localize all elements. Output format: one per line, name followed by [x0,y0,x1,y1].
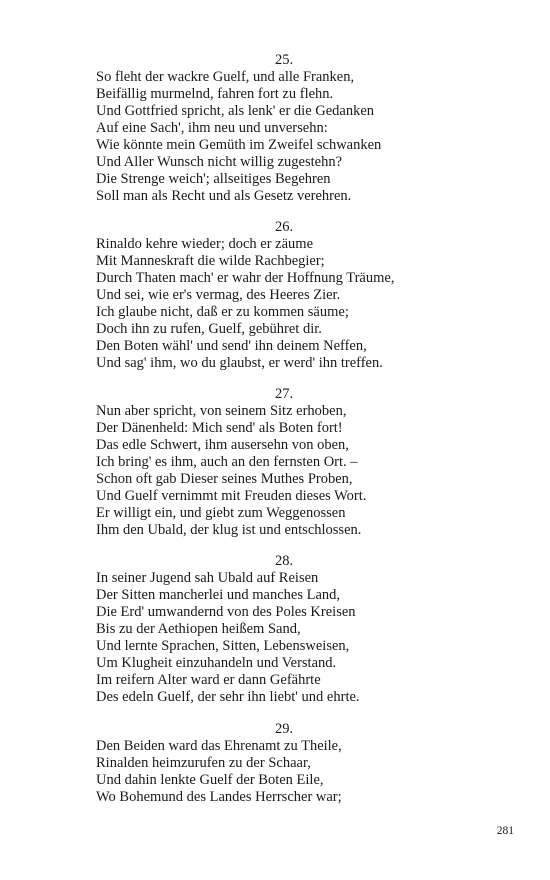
verse-line: Der Sitten mancherlei und manches Land, [96,587,341,603]
verse-line: Schon oft gab Dieser seines Muthes Proben, [96,471,353,487]
stanza-29 [96,721,476,806]
stanza-25 [96,52,476,205]
verse-line: Ich glaube nicht, daß er zu kommen säume; [96,304,349,320]
verse-line: Die Strenge weich'; allseitiges Begehren [96,171,331,187]
stanza-28 [96,553,476,706]
verse-line: Ich bring' es ihm, auch an den fernsten Ort. – [96,454,358,470]
verse-line: Rinaldo kehre wieder; doch er zäume [96,236,314,252]
verse-line: Den Boten wähl' und send' ihn deinem Neffen, [96,338,367,354]
stanza-27 [96,386,476,539]
verse-line: Und lernte Sprachen, Sitten, Lebensweisen, [96,638,350,654]
verse-line: Wo Bohemund des Landes Herrscher war; [96,789,342,805]
stanza-26 [96,219,476,372]
verse-line: Mit Manneskraft die wilde Rachbegier; [96,253,325,269]
stanza-number: 25. [274,52,294,68]
verse-line: Und sei, wie er's vermag, des Heeres Zier. [96,287,341,303]
verse-line: Den Beiden ward das Ehrenamt zu Theile, [96,738,342,754]
verse-line: Und Guelf vernimmt mit Freuden dieses Wort. [96,488,367,504]
verse-line: Des edeln Guelf, der sehr ihn liebt' und ehrte. [96,689,360,705]
stanza-number: 26. [274,219,294,235]
verse-line: Und Aller Wunsch nicht willig zugestehn? [96,154,343,170]
stanza-number: 29. [274,721,294,737]
verse-line: Durch Thaten mach' er wahr der Hoffnung Träume, [96,270,395,286]
verse-line: Die Erd' umwandernd von des Poles Kreisen [96,604,356,620]
verse-line: Das edle Schwert, ihm ausersehn von oben, [96,437,349,453]
verse-line: Ihm den Ubald, der klug ist und entschlossen. [96,522,362,538]
verse-line: Im reifern Alter ward er dann Gefährte [96,672,321,688]
stanza-number: 27. [274,386,294,402]
stanza-number: 28. [274,553,294,569]
verse-line: So fleht der wackre Guelf, und alle Franken, [96,69,355,85]
verse-line: Und sag' ihm, wo du glaubst, er werd' ihn treffen. [96,355,383,371]
verse-line: Und dahin lenkte Guelf der Boten Eile, [96,772,324,788]
verse-line: Bis zu der Aethiopen heißem Sand, [96,621,301,637]
verse-line: Doch ihn zu rufen, Guelf, gebühret dir. [96,321,322,337]
verse-line: Beifällig murmelnd, fahren fort zu flehn. [96,86,334,102]
verse-line: Der Dänenheld: Mich send' als Boten fort! [96,420,343,436]
verse-line: Um Klugheit einzuhandeln und Verstand. [96,655,337,671]
page-number: 281 [496,825,514,837]
verse-line: Auf eine Sach', ihm neu und unversehn: [96,120,328,136]
verse-line: In seiner Jugend sah Ubald auf Reisen [96,570,319,586]
verse-line: Rinalden heimzurufen zu der Schaar, [96,755,311,771]
verse-line: Und Gottfried spricht, als lenk' er die Gedanken [96,103,375,119]
verse-line: Soll man als Recht und als Gesetz verehren. [96,188,352,204]
verse-line: Nun aber spricht, von seinem Sitz erhoben, [96,403,347,419]
verse-line: Wie könnte mein Gemüth im Zweifel schwanken [96,137,382,153]
verse-line: Er willigt ein, und giebt zum Weggenossen [96,505,346,521]
